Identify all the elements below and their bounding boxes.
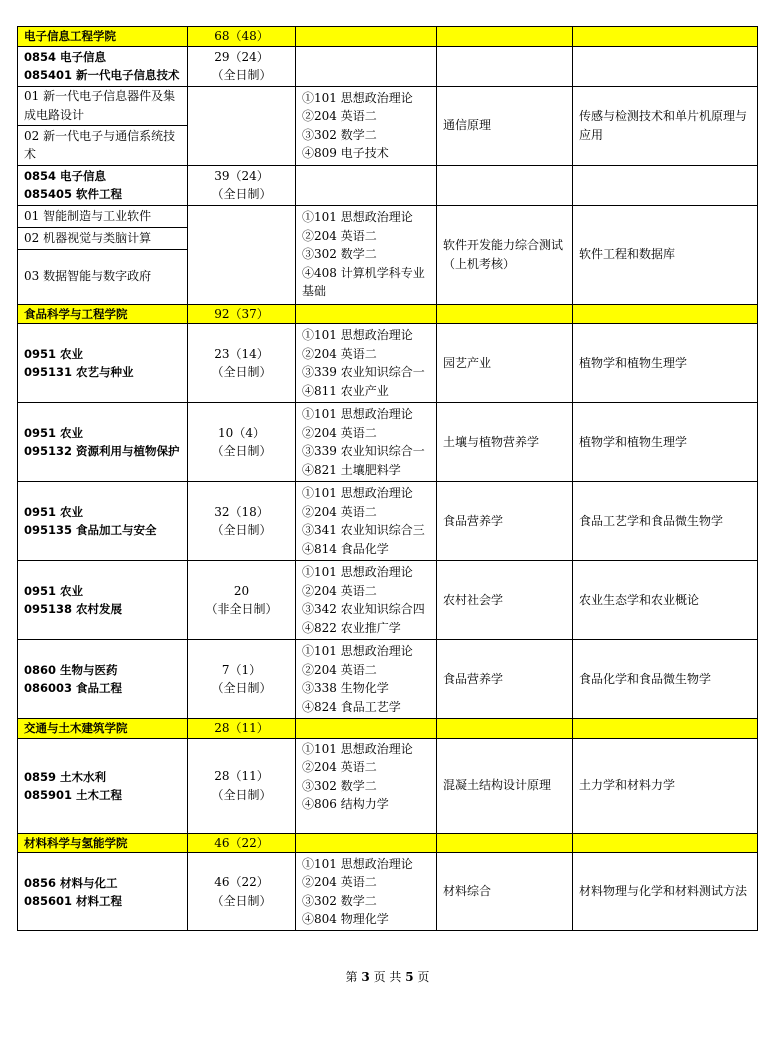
exam-subjects: ①101 思想政治理论 ②204 英语二 ③302 数学二 ④809 电子技术 (296, 86, 437, 165)
equivalent-subjects: 传感与检测技术和单片机原理与应用 (573, 86, 758, 165)
exam-subjects: ①101 思想政治理论 ②204 英语二 ③342 农业知识综合四 ④822 农业推广学 (296, 561, 437, 640)
enroll-count: 10（4） （全日制） (188, 403, 296, 482)
equivalent-subjects: 食品化学和食品微生物学 (573, 640, 758, 719)
college-row (18, 27, 758, 47)
equivalent-subjects: 土力学和材料力学 (573, 738, 758, 833)
retest-subject: 园艺产业 (437, 324, 573, 403)
college-count: 46（22） (188, 833, 296, 853)
major-code: 0854 电子信息 085401 新一代电子信息技术 (18, 46, 188, 86)
direction-list (18, 86, 188, 165)
admissions-table (17, 26, 758, 931)
retest-subject: 食品营养学 (437, 640, 573, 719)
equivalent-subjects: 植物学和植物生理学 (573, 324, 758, 403)
retest-subject: 通信原理 (437, 86, 573, 165)
equivalent-subjects: 农业生态学和农业概论 (573, 561, 758, 640)
college-count: 68（48） (188, 27, 296, 47)
major-row (18, 165, 758, 205)
direction-item: 01 新一代电子信息器件及集成电路设计 (18, 87, 187, 126)
directions-row (18, 86, 758, 165)
enroll-count: 28（11） （全日制） (188, 738, 296, 833)
current-page: 3 (361, 970, 370, 984)
directions-row (18, 205, 758, 304)
major-row (18, 403, 758, 482)
enroll-count: 29（24） （全日制） (188, 46, 296, 86)
major-row (18, 561, 758, 640)
major-code: 0860 生物与医药 086003 食品工程 (18, 640, 188, 719)
major-row (18, 324, 758, 403)
college-name: 材料科学与氢能学院 (18, 833, 188, 853)
enroll-count: 23（14） （全日制） (188, 324, 296, 403)
retest-subject: 软件开发能力综合测试（上机考核） (437, 205, 573, 304)
enroll-count: 46（22） （全日制） (188, 853, 296, 931)
college-name: 食品科学与工程学院 (18, 304, 188, 324)
major-code: 0856 材料与化工 085601 材料工程 (18, 853, 188, 931)
major-row (18, 738, 758, 833)
equivalent-subjects: 材料物理与化学和材料测试方法 (573, 853, 758, 931)
exam-subjects: ①101 思想政治理论 ②204 英语二 ③339 农业知识综合一 ④821 土壤肥料学 (296, 403, 437, 482)
major-row (18, 46, 758, 86)
retest-subject: 食品营养学 (437, 482, 573, 561)
direction-item: 01 智能制造与工业软件 (18, 206, 187, 228)
major-row (18, 640, 758, 719)
retest-subject: 混凝土结构设计原理 (437, 738, 573, 833)
retest-subject: 农村社会学 (437, 561, 573, 640)
major-code: 0859 土木水利 085901 土木工程 (18, 738, 188, 833)
college-name: 电子信息工程学院 (18, 27, 188, 47)
direction-item: 03 数据智能与数字政府 (24, 269, 152, 284)
exam-subjects: ①101 思想政治理论 ②204 英语二 ③338 生物化学 ④824 食品工艺学 (296, 640, 437, 719)
college-count: 92（37） (188, 304, 296, 324)
college-row (18, 719, 758, 739)
exam-subjects: ①101 思想政治理论 ②204 英语二 ③302 数学二 ④804 物理化学 (296, 853, 437, 931)
exam-subjects: ①101 思想政治理论 ②204 英语二 ③339 农业知识综合一 ④811 农业产业 (296, 324, 437, 403)
page-footer: 第 3 页 共 5 页 (345, 970, 430, 984)
college-row (18, 833, 758, 853)
major-code: 0951 农业 095132 资源利用与植物保护 (18, 403, 188, 482)
enroll-count: 39（24） （全日制） (188, 165, 296, 205)
retest-subject: 材料综合 (437, 853, 573, 931)
major-code: 0951 农业 095138 农村发展 (18, 561, 188, 640)
college-count: 28（11） (188, 719, 296, 739)
exam-subjects: ①101 思想政治理论 ②204 英语二 ③302 数学二 ④806 结构力学 (296, 738, 437, 833)
equivalent-subjects: 软件工程和数据库 (573, 205, 758, 304)
retest-subject: 土壤与植物营养学 (437, 403, 573, 482)
college-name: 交通与土木建筑学院 (18, 719, 188, 739)
college-row (18, 304, 758, 324)
enroll-count: 32（18） （全日制） (188, 482, 296, 561)
enroll-count: 7（1） （全日制） (188, 640, 296, 719)
major-row (18, 853, 758, 931)
exam-subjects: ①101 思想政治理论 ②204 英语二 ③302 数学二 ④408 计算机学科专业基础 (296, 205, 437, 304)
total-pages: 5 (405, 970, 414, 984)
major-code: 0951 农业 095135 食品加工与安全 (18, 482, 188, 561)
equivalent-subjects: 植物学和植物生理学 (573, 403, 758, 482)
major-row (18, 482, 758, 561)
direction-item: 02 机器视觉与类脑计算 (18, 228, 187, 250)
equivalent-subjects: 食品工艺学和食品微生物学 (573, 482, 758, 561)
enroll-count: 20 （非全日制） (188, 561, 296, 640)
major-code: 0951 农业 095131 农艺与种业 (18, 324, 188, 403)
exam-subjects: ①101 思想政治理论 ②204 英语二 ③341 农业知识综合三 ④814 食品化学 (296, 482, 437, 561)
direction-item: 02 新一代电子与通信系统技术 (24, 128, 176, 161)
major-code: 0854 电子信息 085405 软件工程 (18, 165, 188, 205)
direction-list (18, 205, 188, 304)
